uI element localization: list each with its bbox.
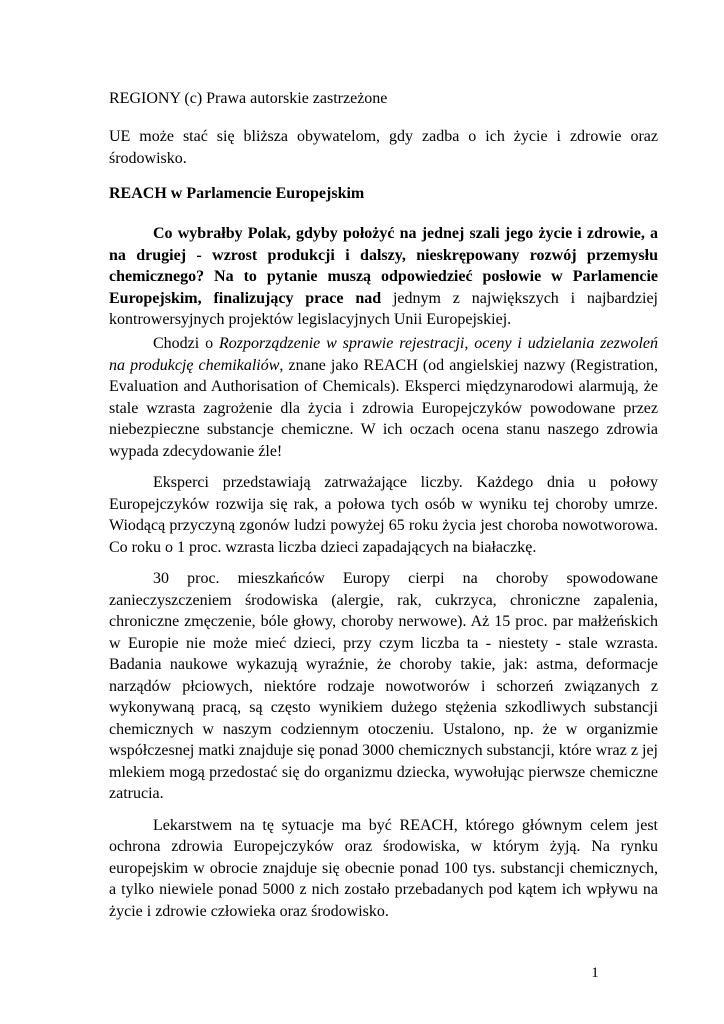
paragraph-reach-definition [109, 333, 658, 462]
lead-bold-text: Co wybrałby Polak, gdyby położyć na jednej szali jego życie i zdrowie, a na drugiej - wzrost produkcji i dalszy, nieskrępowany rozwój przemysłu chemicznego? Na to pytanie muszą odpowiedzieć posłowie w Parlamencie Europejskim, finalizujący prace nad [109, 225, 658, 307]
regulation-title-italic: Rozporządzenie w sprawie rejestracji, oceny i udzielania zezwoleń na produkcję chemikaliów [109, 335, 659, 374]
paragraph-remedy: Lekarstwem na tę sytuacje ma być REACH, którego głównym celem jest ochrona zdrowia Europejczyków oraz środowiska, w którym żyją. Na rynku europejskim w obrocie znajduje się obecnie ponad 100 tys. substancji chemicznych, a tylko niewiele ponad 5000 z nich zostało przebadanych pod kątem ich wpływu na życie i zdrowie człowieka oraz środowisko. [109, 816, 658, 920]
paragraph-statistics: Eksperci przedstawiają zatrważające liczby. Każdego dnia u połowy Europejczyków rozwija się rak, a połowa tych osób w wyniku tej choroby umrze. Wiodącą przyczyną zgonów ludzi powyżej 65 roku życia jest choroba nowotworowa. Co roku o 1 proc. wzrasta liczba dzieci zapadających na białaczkę. [109, 474, 658, 556]
article-body [109, 333, 658, 932]
copyright-header: REGIONY (c) Prawa autorskie zastrzeżone [109, 90, 388, 107]
p1-rest-text: , znane jako REACH (od angielskiej nazwy (Registration, Evaluation and Authorisation of Chemicals). Eksperci międzynarodowi alarmują, że stale wzrasta zagrożenie dla życia i zdrowia Europejczyków powodowane przez niebezpieczne substancje chemiczne. W ich oczach ocena stanu naszego zdrowia wypada zdecydowanie źle! [109, 356, 659, 460]
article-title: REACH w Parlamencie Europejskim [109, 185, 365, 202]
page-number: 1 [591, 965, 599, 981]
lead-rest-text: jednym z największych i najbardziej kontrowersyjnych projektów legislacyjnych Unii Europejskiej. [109, 289, 659, 328]
p1-start-text: Chodzi o [153, 335, 219, 352]
intro-sentence: UE może stać się bliższa obywatelom, gdy zadba o ich życie i zdrowie oraz środowisko. [109, 128, 658, 167]
lead-paragraph [109, 223, 658, 331]
paragraph-diseases: 30 proc. mieszkańców Europy cierpi na choroby spowodowane zanieczyszczeniem środowiska (alergie, rak, cukrzyca, chroniczne zapalenia, chroniczne zmęczenie, bóle głowy, choroby nerwowe). Aż 15 proc. par małżeńskich w Europie nie może mieć dzieci, przy czym liczba ta - niestety - stale wzrasta. Badania naukowe wykazują wyraźnie, że choroby takie, jak: astma, deformacje narządów płciowych, niektóre rodzaje nowotworów i schorzeń związanych z wykonywaną pracą, są często wynikiem dużego stężenia szkodliwych substancji chemicznych w naszym codziennym otoczeniu. Ustalono, np. że w organizmie współczesnej matki znajduje się ponad 3000 chemicznych substancji, które wraz z jej mlekiem mogą przedostać się do organizmu dziecka, wywołując pierwsze chemiczne zatrucia. [109, 570, 658, 802]
